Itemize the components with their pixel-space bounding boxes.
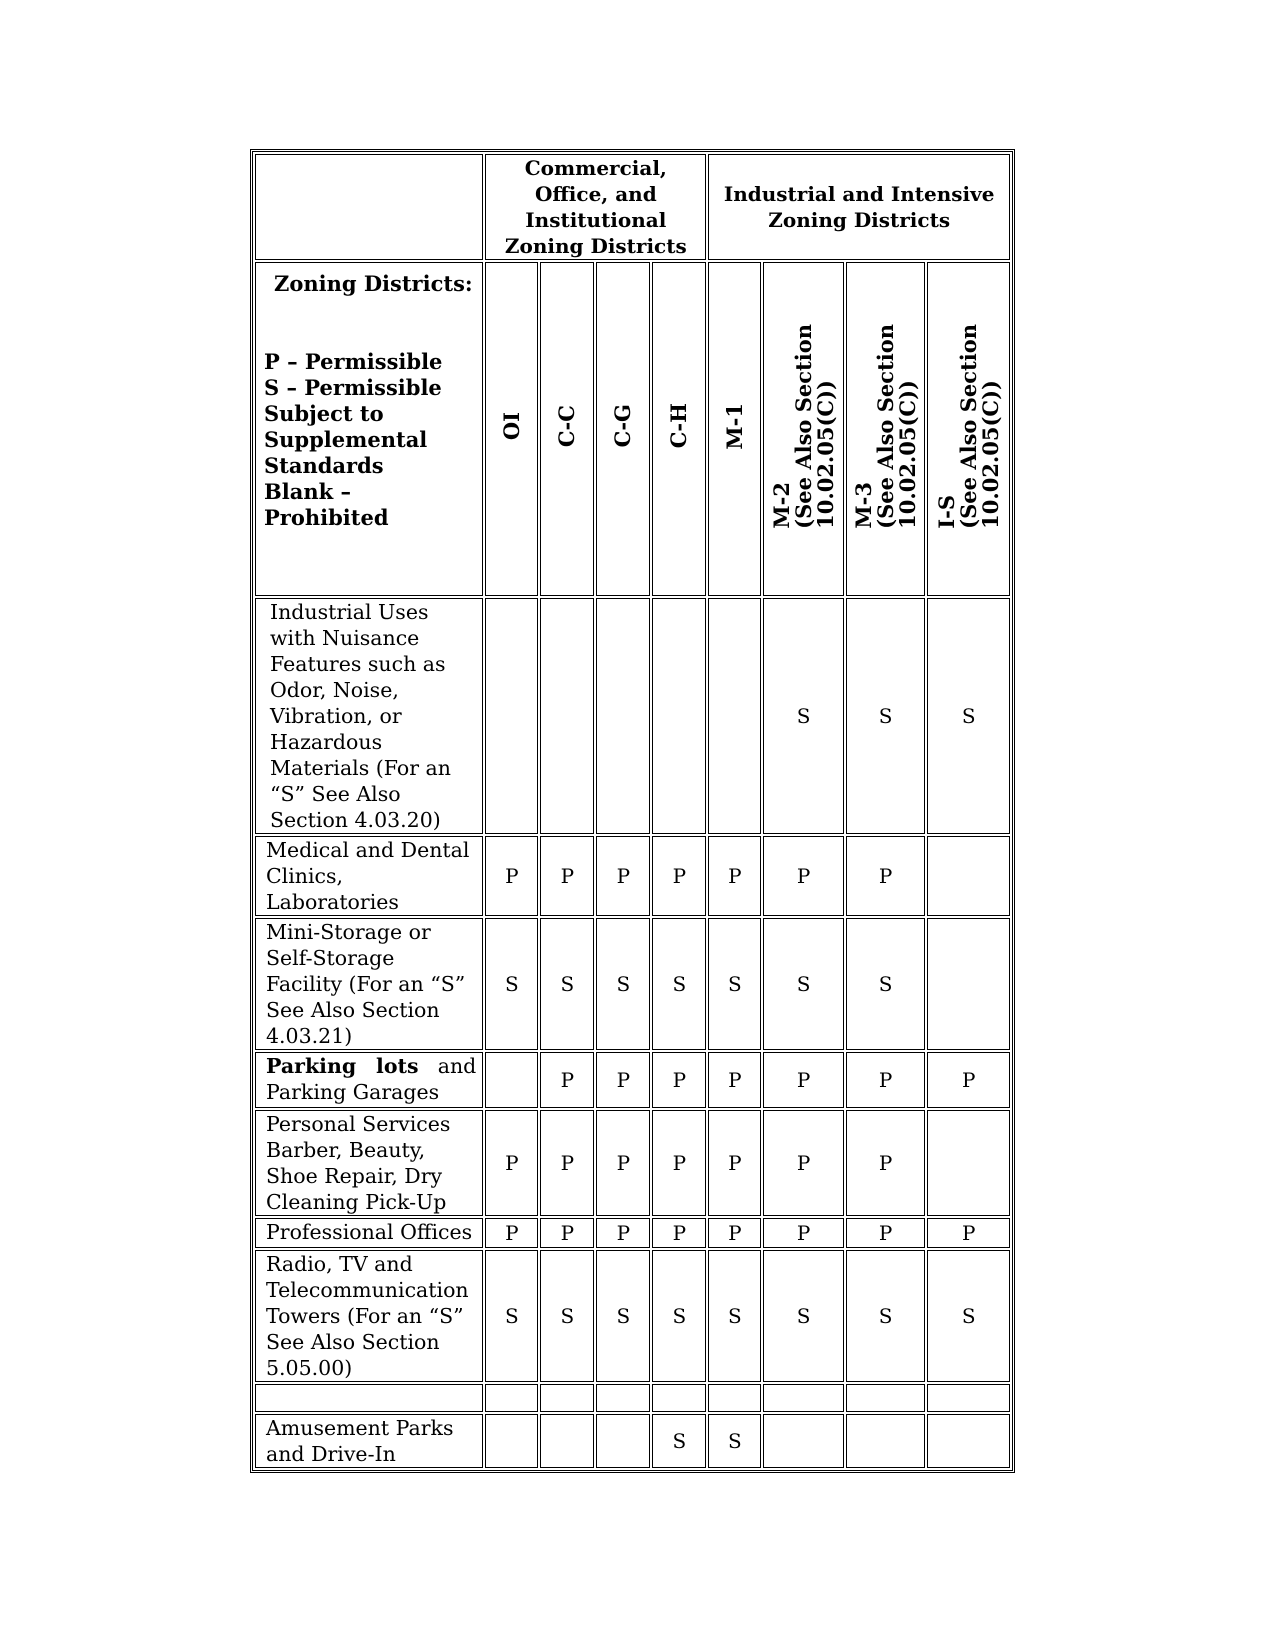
table-row [255,1110,1010,1216]
table-cell [485,1052,538,1108]
table-cell [596,1414,650,1468]
district-code: C-C [554,404,580,448]
table-cell: S [485,918,538,1050]
table-cell [540,1414,594,1468]
use-label [255,1384,483,1412]
district-code: M-3 [850,481,876,529]
legend-line: Standards [264,453,384,478]
use-label: Radio, TV and Telecommunication Towers (For an “S” See Also Section 5.05.00) [255,1250,483,1382]
district-code: C-H [666,403,692,449]
table-cell: P [708,1110,761,1216]
district-header-i-s [927,262,1010,596]
group-header-industrial: Industrial and Intensive Zoning Districts [708,154,1010,260]
district-note: 10.02.05(C)) [977,379,1003,529]
table-cell: P [485,1110,538,1216]
table-cell: P [652,1218,706,1248]
table-cell: P [540,1218,594,1248]
legend-line: Subject to [264,401,384,426]
legend-line: P – Permissible [264,349,443,374]
table-cell: P [846,1110,926,1216]
table-cell: P [927,1218,1010,1248]
table-cell: P [652,1052,706,1108]
table-cell [652,598,706,834]
legend-line: S – Permissible [264,375,442,400]
table-cell: S [846,1250,926,1382]
table-cell: S [485,1250,538,1382]
table-cell: P [708,1218,761,1248]
group-header-commercial: Commercial, Office, and Institutional Zoning Districts [485,154,706,260]
district-note: (See Also Section [955,323,981,529]
table-cell [708,598,761,834]
table-cell: P [485,1218,538,1248]
district-header-row [255,262,1010,596]
table-cell: P [708,1052,761,1108]
group-header-row [255,154,1010,260]
table-cell: S [596,1250,650,1382]
table-cell [927,1384,1010,1412]
table-cell: P [596,836,650,916]
use-label [255,1052,483,1108]
table-cell: S [540,1250,594,1382]
table-cell: S [927,598,1010,834]
table-cell: S [652,1414,706,1468]
table-cell: S [763,1250,844,1382]
table-cell: S [846,598,926,834]
use-label: Industrial Uses with Nuisance Features such as Odor, Noise, Vibration, or Hazardous Materials (For an “S” See Also Section 4.03.20) [255,598,483,834]
table-cell [927,1414,1010,1468]
legend-title: Zoning Districts: [274,271,473,296]
table-cell: P [652,1110,706,1216]
table-cell: P [708,836,761,916]
table-cell [708,1384,761,1412]
table-cell: S [708,918,761,1050]
district-header-m-1 [708,262,761,596]
legend-line: Blank – [264,479,351,504]
table-cell [846,1414,926,1468]
use-label-rest: and Parking Garages [266,1054,477,1104]
use-label: Mini-Storage or Self-Storage Facility (For an “S” See Also Section 4.03.21) [255,918,483,1050]
use-label-bold: Parking lots [266,1054,419,1078]
table-row [255,836,1010,916]
table-cell [540,1384,594,1412]
district-code: M-1 [721,402,747,450]
zoning-use-table [250,149,1015,1473]
district-code: C-G [610,404,636,448]
district-note: 10.02.05(C)) [894,379,920,529]
legend-line: Supplemental [264,427,428,452]
table-cell: P [846,1052,926,1108]
table-row-empty [255,1384,1010,1412]
use-label: Medical and Dental Clinics, Laboratories [255,836,483,916]
table-cell: S [763,918,844,1050]
district-header-c-c [540,262,594,596]
table-row [255,1250,1010,1382]
district-note: (See Also Section [790,323,816,529]
table-cell [763,1384,844,1412]
legend-cell [255,262,483,596]
table-cell [927,918,1010,1050]
table-cell [596,598,650,834]
table-cell: S [540,918,594,1050]
district-code: OI [498,411,524,441]
table-cell: S [596,918,650,1050]
table-cell: S [708,1414,761,1468]
table-cell [927,1110,1010,1216]
table-cell: P [596,1218,650,1248]
table-cell [846,1384,926,1412]
table-cell: P [596,1052,650,1108]
table-cell [927,836,1010,916]
table-cell: P [846,836,926,916]
corner-cell [255,154,483,260]
table-cell [763,1414,844,1468]
table-row [255,1218,1010,1248]
table-cell [485,1414,538,1468]
table-cell: S [652,1250,706,1382]
district-header-m-2 [763,262,844,596]
table-cell: S [927,1250,1010,1382]
table-cell: P [846,1218,926,1248]
district-header-c-g [596,262,650,596]
table-row [255,918,1010,1050]
table-cell: P [596,1110,650,1216]
table-cell [485,1384,538,1412]
district-note: (See Also Section [872,323,898,529]
district-code: M-2 [768,481,794,529]
district-note: 10.02.05(C)) [812,379,838,529]
table-row [255,1052,1010,1108]
table-cell [652,1384,706,1412]
use-label: Personal Services Barber, Beauty, Shoe Repair, Dry Cleaning Pick-Up [255,1110,483,1216]
use-label: Amusement Parks and Drive-In [255,1414,483,1468]
table-cell: P [763,1052,844,1108]
use-label: Professional Offices [255,1218,483,1248]
district-code: I-S [933,494,959,529]
table-cell: P [485,836,538,916]
table-cell [596,1384,650,1412]
table-cell: P [763,836,844,916]
table-cell: P [927,1052,1010,1108]
table-cell: P [540,1110,594,1216]
district-header-oi [485,262,538,596]
table-cell: P [652,836,706,916]
legend-line: Prohibited [264,505,389,530]
table-cell: P [540,1052,594,1108]
table-cell: S [652,918,706,1050]
table-cell: S [763,598,844,834]
table-cell: S [846,918,926,1050]
table-row [255,1414,1010,1468]
table-cell: S [708,1250,761,1382]
table-cell [485,598,538,834]
district-header-c-h [652,262,706,596]
table-cell: P [540,836,594,916]
table-cell: P [763,1218,844,1248]
table-cell: P [763,1110,844,1216]
table-row [255,598,1010,834]
district-header-m-3 [846,262,926,596]
table-cell [540,598,594,834]
